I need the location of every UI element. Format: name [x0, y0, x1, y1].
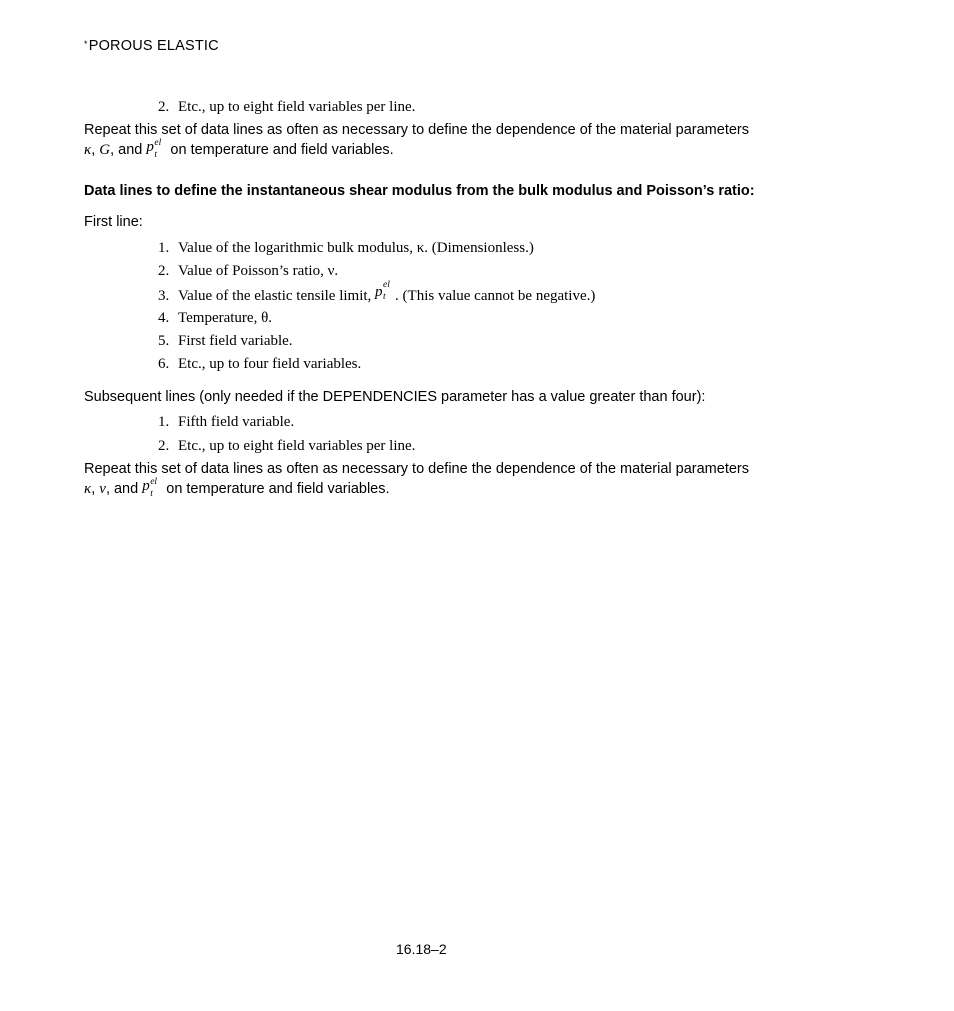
- list-item: [158, 280, 596, 305]
- repeat-line: Repeat this set of data lines as often as necessary to define the dependence of the material parameters: [84, 122, 749, 138]
- repeat-paragraph-1: [84, 121, 749, 160]
- p-t-el-symbol: p el t: [142, 477, 158, 499]
- item-text: . (This value cannot be negative.): [395, 288, 596, 304]
- list-item: [158, 310, 272, 327]
- repeat-params-line: [84, 479, 749, 499]
- list-item: [158, 438, 415, 455]
- repeat-line: Repeat this set of data lines as often as necessary to define the dependence of the material parameters: [84, 461, 749, 477]
- list-item: [158, 333, 293, 350]
- item-text: Value of Poisson’s ratio, ν.: [178, 263, 339, 279]
- header-title: POROUS ELASTIC: [88, 38, 219, 54]
- repeat-tail: on temperature and field variables.: [166, 481, 390, 497]
- p-t-el-symbol: p el t: [146, 138, 162, 160]
- item-text: Etc., up to eight field variables per line.: [178, 438, 416, 454]
- list-item: [158, 356, 361, 373]
- p-t-el-symbol: p el t: [375, 280, 390, 302]
- list-item: [158, 99, 415, 116]
- list-item: [158, 414, 294, 431]
- page-number: 16.18–2: [396, 941, 447, 957]
- subsequent-lines-label: Subsequent lines (only needed if the DEPENDENCIES parameter has a value greater than four):: [84, 389, 706, 405]
- nu-symbol: ν: [99, 481, 106, 497]
- g-symbol: G: [99, 142, 111, 158]
- list-item: [158, 240, 534, 257]
- item-number: 4.: [158, 310, 170, 326]
- item-number: 5.: [158, 333, 170, 349]
- repeat-params-line: [84, 140, 749, 160]
- item-text: Value of the elastic tensile limit,: [178, 288, 372, 304]
- repeat-tail: on temperature and field variables.: [170, 142, 394, 158]
- first-line-label: First line:: [84, 214, 143, 230]
- section-heading: Data lines to define the instantaneous shear modulus from the bulk modulus and Poisson’s ratio:: [84, 183, 755, 199]
- item-text: First field variable.: [178, 333, 293, 349]
- item-text: Value of the logarithmic bulk modulus, κ. (Dimensionless.): [178, 240, 534, 256]
- item-number: 2.: [158, 263, 170, 279]
- item-number: 1.: [158, 240, 170, 256]
- item-text: Etc., up to four field variables.: [178, 356, 362, 372]
- comma: ,: [91, 481, 96, 497]
- item-text: Temperature, θ.: [178, 310, 273, 326]
- list-item: [158, 263, 338, 280]
- kappa-symbol: κ: [84, 481, 92, 497]
- header-star: *: [84, 39, 88, 49]
- item-number: 2.: [158, 438, 170, 454]
- item-number: 1.: [158, 414, 170, 430]
- item-number: 3.: [158, 288, 170, 304]
- kappa-symbol: κ: [84, 142, 92, 158]
- and-text: , and: [110, 142, 143, 158]
- item-number: 2.: [158, 99, 170, 115]
- item-text: Etc., up to eight field variables per line.: [178, 99, 416, 115]
- running-header: [84, 38, 219, 54]
- and-text: , and: [105, 481, 139, 497]
- repeat-paragraph-2: [84, 460, 749, 499]
- comma: ,: [91, 142, 96, 158]
- item-number: 6.: [158, 356, 170, 372]
- item-text: Fifth field variable.: [178, 414, 295, 430]
